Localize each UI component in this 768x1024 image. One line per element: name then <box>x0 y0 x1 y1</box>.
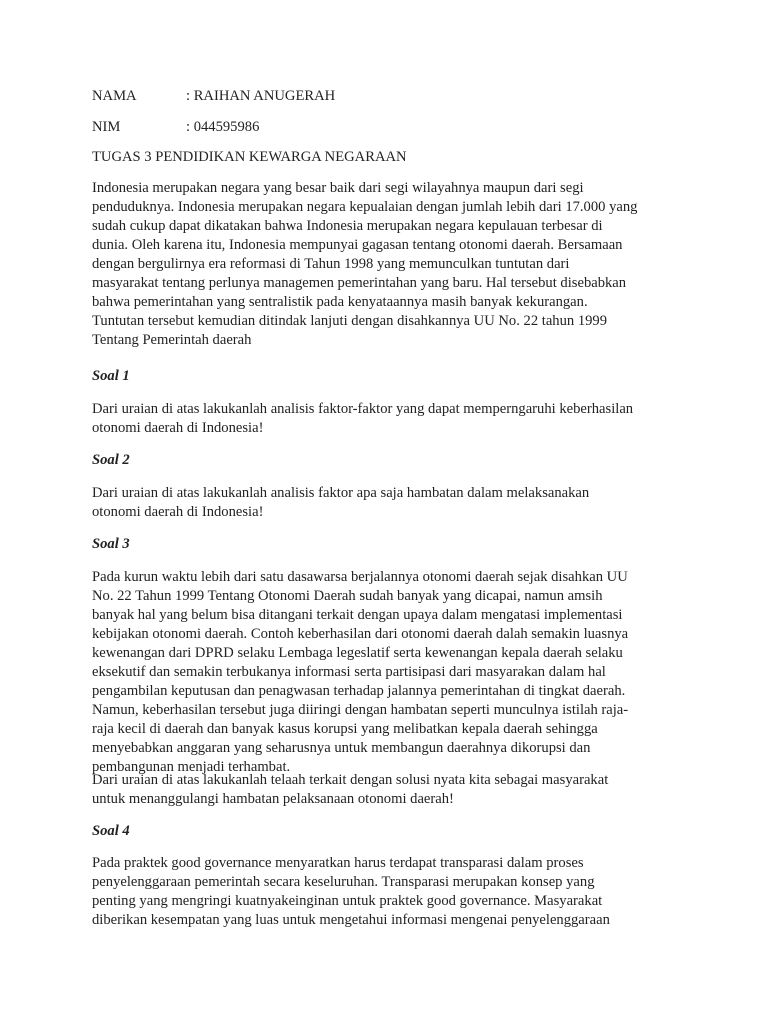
text-line: Tentang Pemerintah daerah <box>92 332 252 348</box>
text-line: Indonesia merupakan negara yang besar baik dari segi wilayahnya maupun dari segi <box>92 180 584 196</box>
soal-3-text <box>92 568 732 777</box>
soal-1-text <box>92 400 732 438</box>
soal-1-heading: Soal 1 <box>92 368 130 384</box>
text-line: Dari uraian di atas lakukanlah analisis faktor-faktor yang dapat memperngaruhi keberhasilan <box>92 401 634 417</box>
nim-row <box>92 118 732 137</box>
text-line: penting yang mengringi kuatnyakeinginan untuk praktek good governance. Masyarakat <box>92 893 603 909</box>
text-line: penyelenggaraan pemerintah secara keseluruhan. Transparasi merupakan konsep yang <box>92 874 595 890</box>
text-line: Dari uraian di atas lakukanlah analisis faktor apa saja hambatan dalam melaksanakan <box>92 485 590 501</box>
text-line: Pada kurun waktu lebih dari satu dasawarsa berjalannya otonomi daerah sejak disahkan UU <box>92 569 628 585</box>
text-line: sudah cukup dapat dikatakan bahwa Indonesia merupakan negara kepulauan terbesar di <box>92 218 603 234</box>
name-value: : RAIHAN ANUGERAH <box>186 88 336 104</box>
text-line: Dari uraian di atas lakukanlah telaah terkait dengan solusi nyata kita sebagai masyarakat <box>92 772 609 788</box>
text-line: Pada praktek good governance menyaratkan harus terdapat transparasi dalam proses <box>92 855 584 871</box>
text-line: otonomi daerah di Indonesia! <box>92 420 264 436</box>
document-title: TUGAS 3 PENDIDIKAN KEWARGA NEGARAAN <box>92 149 407 165</box>
nim-value: : 044595986 <box>186 119 260 135</box>
soal-2-text <box>92 484 732 522</box>
text-line: bahwa pemerintahan yang sentralistik pada kenyataannya masih banyak kekurangan. <box>92 294 588 310</box>
text-line: diberikan kesempatan yang luas untuk mengetahui informasi mengenai penyelenggaraan <box>92 912 610 928</box>
intro-paragraph <box>92 179 732 350</box>
text-line: Tuntutan tersebut kemudian ditindak lanjuti dengan disahkannya UU No. 22 tahun 1999 <box>92 313 608 329</box>
name-label: NAMA <box>92 88 137 104</box>
text-line: raja kecil di daerah dan banyak kasus korupsi yang melibatkan kepala daerah sehingga <box>92 721 598 737</box>
soal-2-heading: Soal 2 <box>92 452 130 468</box>
text-line: kebijakan otonomi daerah. Contoh keberhasilan dari otonomi daerah dalah semakin luasnya <box>92 626 629 642</box>
text-line: eksekutif dan semakin terbukanya informasi serta partisipasi dari masyarakan dalam hal <box>92 664 606 680</box>
soal-3-question <box>92 771 732 809</box>
text-line: masyarakat tentang perlunya managemen pemerintahan yang baru. Hal tersebut disebabkan <box>92 275 627 291</box>
text-line: menyebabkan anggaran yang seharusnya untuk membangun daerahnya dikorupsi dan <box>92 740 591 756</box>
text-line: kewenangan dari DPRD selaku Lembaga legeslatif serta kewenangan kepala daerah selaku <box>92 645 623 661</box>
text-line: banyak hal yang belum bisa ditangani terkait dengan upaya dalam mengatasi implementasi <box>92 607 623 623</box>
text-line: dunia. Oleh karena itu, Indonesia mempunyai gagasan tentang otonomi daerah. Bersamaan <box>92 237 623 253</box>
text-line: dengan bergulirnya era reformasi di Tahun 1998 yang memunculkan tuntutan dari <box>92 256 570 272</box>
text-line: No. 22 Tahun 1999 Tentang Otonomi Daerah sudah banyak yang dicapai, namun amsih <box>92 588 603 604</box>
nim-label: NIM <box>92 119 121 135</box>
soal-4-text <box>92 854 732 930</box>
name-row <box>92 87 732 106</box>
text-line: pembangunan menjadi terhambat. <box>92 759 291 775</box>
soal-3-heading: Soal 3 <box>92 536 130 552</box>
text-line: penduduknya. Indonesia merupakan negara kepualaian dengan jumlah lebih dari 17.000 yang <box>92 199 638 215</box>
text-line: otonomi daerah di Indonesia! <box>92 504 264 520</box>
text-line: untuk menanggulangi hambatan pelaksanaan otonomi daerah! <box>92 791 454 807</box>
soal-4-heading: Soal 4 <box>92 823 130 839</box>
text-line: Namun, keberhasilan tersebut juga diiringi dengan hambatan seperti munculnya istilah raja- <box>92 702 629 718</box>
text-line: pengambilan keputusan dan penagwasan terhadap jalannya pemerintahan di tingkat daerah. <box>92 683 626 699</box>
